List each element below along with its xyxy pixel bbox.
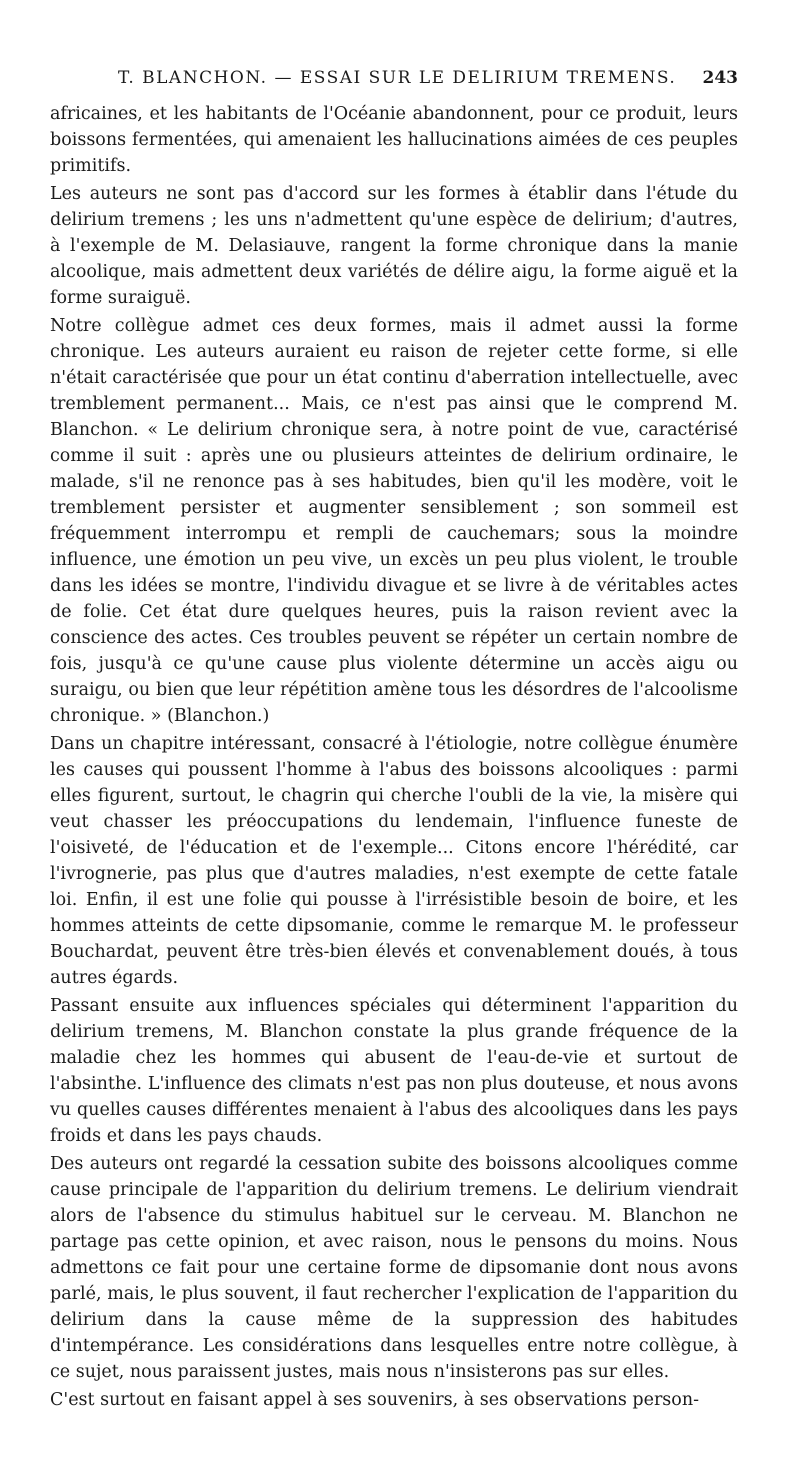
- running-title: T. BLANCHON. — ESSAI SUR LE DELIRIUM TREMENS.: [118, 68, 677, 88]
- paragraph: Dans un chapitre intéressant, consacré à l'étiologie, notre collègue énumère les causes qui poussent l'homme à l'abus des boissons alcooliques : parmi elles figurent, surtout, le chagrin qui cherche l'oubli de la vie, la misère qui veut chasser les préoccupations du lendemain, l'influence funeste de l'oisiveté, de l'éducation et de l'exemple... Citons encore l'hérédité, car l'ivrognerie, pas plus que d'autres maladies, n'est exempte de cette fatale loi. Enfin, il est une folie qui pousse à l'irrésistible besoin de boire, et les hommes atteints de cette dipsomanie, comme le remarque M. le professeur Bouchardat, peuvent être très-bien élevés et convenablement doués, à tous autres égards.: [50, 734, 738, 988]
- paragraph: Des auteurs ont regardé la cessation subite des boissons alcooliques comme cause principale de l'apparition du delirium tremens. Le delirium viendrait alors de l'absence du stimulus habituel sur le cerveau. M. Blanchon ne partage pas cette opinion, et avec raison, nous le pensons du moins. Nous admettons ce fait pour une certaine forme de dipsomanie dont nous avons parlé, mais, le plus souvent, il faut rechercher l'explication de l'apparition du delirium dans la cause même de la suppression des habitudes d'intempérance. Les considérations dans lesquelles entre notre collègue, à ce sujet, nous paraissent justes, mais nous n'insisterons pas sur elles.: [50, 1154, 738, 1382]
- body-text: [50, 101, 738, 1413]
- running-header: [118, 68, 738, 88]
- paragraph: Passant ensuite aux influences spéciales qui déterminent l'apparition du delirium tremens, M. Blanchon constate la plus grande fréquence de la maladie chez les hommes qui abusent de l'eau-de-vie et surtout de l'absinthe. L'influence des climats n'est pas non plus douteuse, et nous avons vu quelles causes différentes menaient à l'abus des alcooliques dans les pays froids et dans les pays chauds.: [50, 996, 738, 1146]
- paragraph: africaines, et les habitants de l'Océanie abandonnent, pour ce produit, leurs boissons fermentées, qui amenaient les hallucinations aimées de ces peuples primitifs.: [50, 104, 738, 176]
- paragraph: Les auteurs ne sont pas d'accord sur les formes à établir dans l'étude du delirium tremens ; les uns n'admettent qu'une espèce de delirium; d'autres, à l'exemple de M. Delasiauve, rangent la forme chronique dans la manie alcoolique, mais admettent deux variétés de délire aigu, la forme aiguë et la forme suraiguë.: [50, 184, 738, 308]
- page-number: 243: [702, 68, 738, 88]
- paragraph: Notre collègue admet ces deux formes, mais il admet aussi la forme chronique. Les auteurs auraient eu raison de rejeter cette forme, si elle n'était caractérisée que pour un état continu d'aberration intellectuelle, avec tremblement permanent... Mais, ce n'est pas ainsi que le comprend M. Blanchon. « Le delirium chronique sera, à notre point de vue, caractérisé comme il suit : après une ou plusieurs atteintes de delirium ordinaire, le malade, s'il ne renonce pas à ses habitudes, bien qu'il les modère, voit le tremblement persister et augmenter sensiblement ; son sommeil est fréquemment interrompu et rempli de cauchemars; sous la moindre influence, une émotion un peu vive, un excès un peu plus violent, le trouble dans les idées se montre, l'individu divague et se livre à de véritables actes de folie. Cet état dure quelques heures, puis la raison revient avec la conscience des actes. Ces troubles peuvent se répéter un certain nombre de fois, jusqu'à ce qu'une cause plus violente détermine un accès aigu ou suraigu, ou bien que leur répétition amène tous les désordres de l'alcoolisme chronique. » (Blanchon.): [50, 316, 738, 726]
- paragraph: C'est surtout en faisant appel à ses souvenirs, à ses observations person-: [50, 1390, 700, 1410]
